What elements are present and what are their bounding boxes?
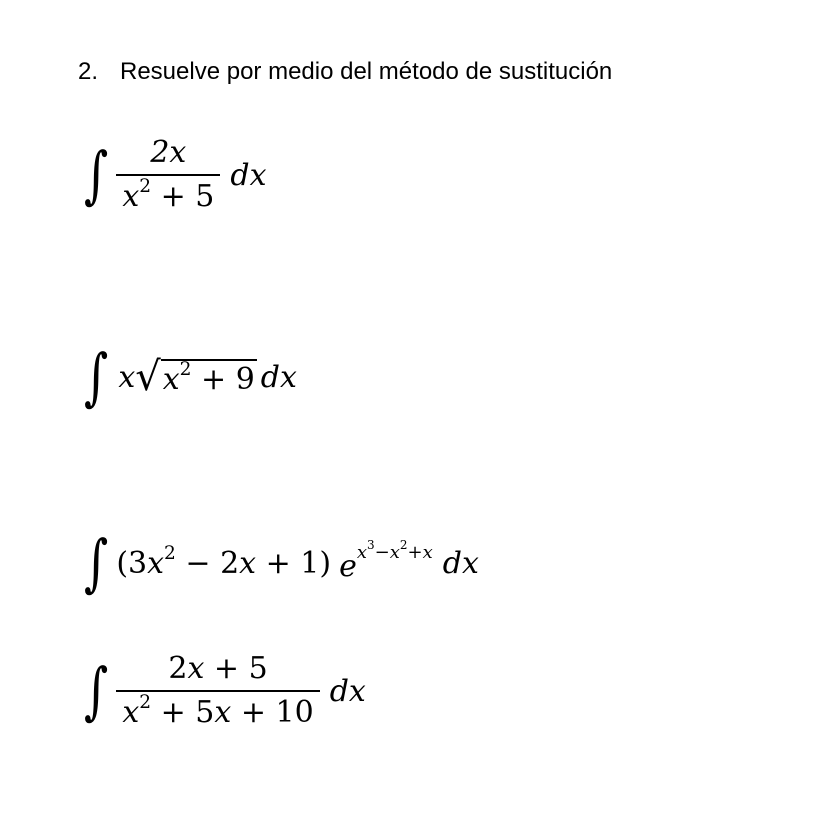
integral-1 [80, 136, 267, 214]
integral-sign: ∫ [84, 138, 109, 211]
fraction-denominator: $x^2 + 5$ [116, 174, 220, 214]
integral-sign: ∫ [84, 526, 109, 599]
differential: dx [260, 359, 297, 395]
differential: dx [442, 545, 479, 581]
fraction-denominator: $x^2 + 5x + 10$ [116, 690, 319, 730]
fraction [116, 136, 220, 214]
fraction [116, 652, 319, 730]
integrand-factor: x [118, 359, 136, 395]
fraction-numerator: 2x [150, 135, 187, 170]
square-root [135, 354, 257, 400]
exercise-instruction: Resuelve por medio del método de sustitución [120, 58, 613, 85]
exponent: x3−x2+x [356, 538, 433, 563]
exercise-number: 2. [78, 58, 99, 85]
integral-3 [80, 526, 479, 599]
integral-4 [80, 652, 366, 730]
exercise-heading [78, 56, 612, 88]
differential: dx [329, 673, 366, 709]
exponential: $e^{x^3-x^2+x}$ [339, 538, 433, 584]
integral-sign: ∫ [84, 340, 109, 413]
integral-sign: ∫ [84, 654, 109, 727]
integral-2 [80, 340, 297, 413]
polynomial-factor: $(3x^2 - 2x + 1)$ [116, 542, 332, 581]
differential: dx [230, 157, 267, 193]
fraction-numerator: 2x + 5 [168, 651, 268, 686]
radical-icon: √ [135, 354, 161, 400]
radicand: $x^2 + 9$ [162, 359, 255, 397]
